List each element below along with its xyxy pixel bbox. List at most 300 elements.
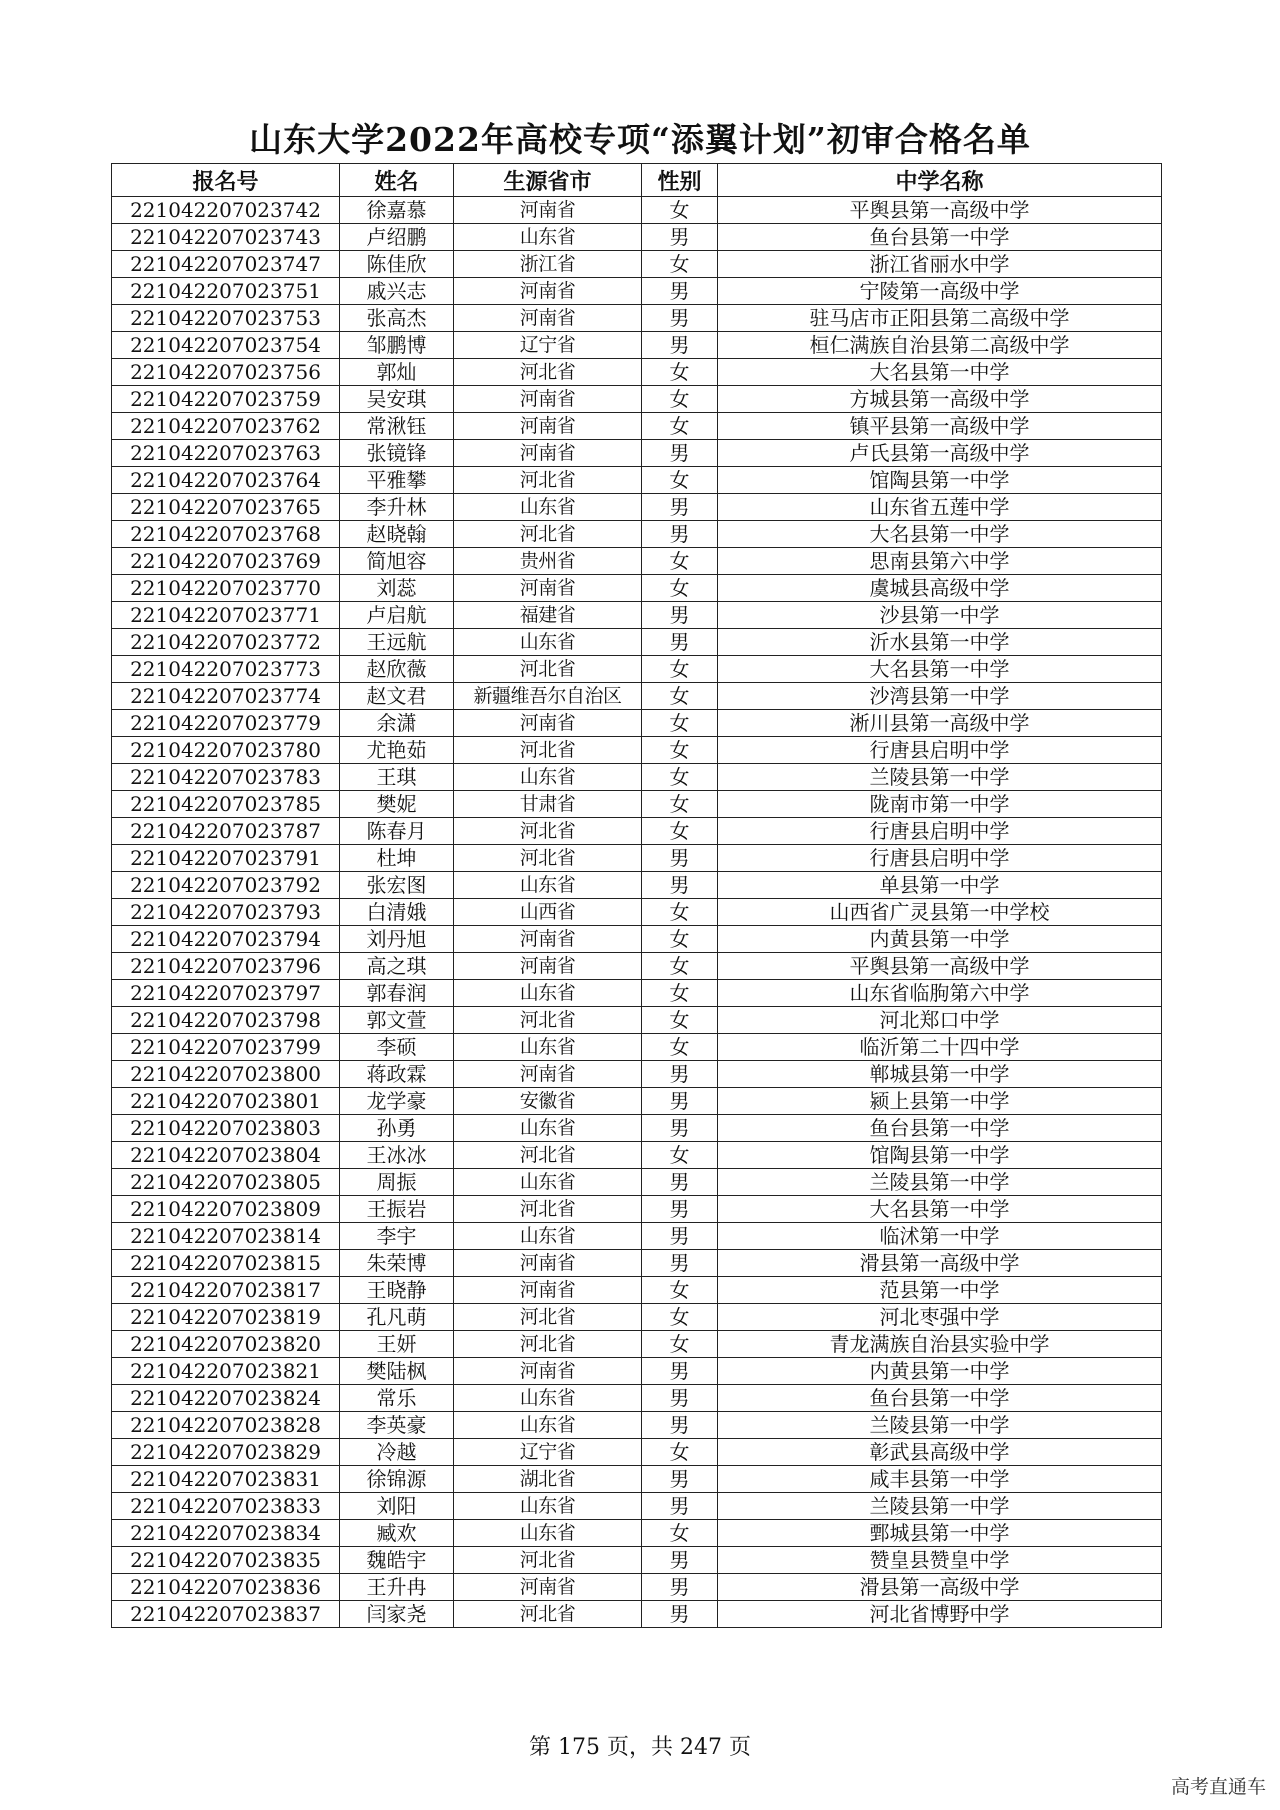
cell-province: 山东省 [454,1493,642,1520]
cell-registration-number: 221042207023796 [112,953,340,980]
cell-name: 樊妮 [340,791,454,818]
cell-school: 行唐县启明中学 [718,845,1162,872]
cell-school: 大名县第一中学 [718,656,1162,683]
cell-school: 山西省广灵县第一中学校 [718,899,1162,926]
cell-province: 河南省 [454,575,642,602]
cell-province: 湖北省 [454,1466,642,1493]
cell-gender: 女 [642,656,718,683]
table-row [112,1061,1162,1088]
cell-province: 河南省 [454,1277,642,1304]
cell-school: 大名县第一中学 [718,521,1162,548]
table-row [112,413,1162,440]
cell-province: 山东省 [454,1169,642,1196]
table-row [112,1304,1162,1331]
cell-province: 河南省 [454,305,642,332]
cell-school: 桓仁满族自治县第二高级中学 [718,332,1162,359]
cell-registration-number: 221042207023817 [112,1277,340,1304]
cell-registration-number: 221042207023759 [112,386,340,413]
table-row [112,521,1162,548]
cell-school: 范县第一中学 [718,1277,1162,1304]
cell-province: 河南省 [454,710,642,737]
cell-province: 河南省 [454,953,642,980]
table-row [112,1223,1162,1250]
cell-school: 内黄县第一中学 [718,1358,1162,1385]
table-row [112,1466,1162,1493]
cell-name: 邹鹏博 [340,332,454,359]
cell-province: 福建省 [454,602,642,629]
cell-name: 刘蕊 [340,575,454,602]
cell-province: 河北省 [454,521,642,548]
table-row [112,1196,1162,1223]
cell-name: 简旭容 [340,548,454,575]
cell-registration-number: 221042207023835 [112,1547,340,1574]
cell-province: 河南省 [454,1358,642,1385]
cell-gender: 男 [642,1115,718,1142]
cell-registration-number: 221042207023754 [112,332,340,359]
cell-name: 王远航 [340,629,454,656]
cell-registration-number: 221042207023779 [112,710,340,737]
cell-province: 河北省 [454,1304,642,1331]
cell-province: 山东省 [454,494,642,521]
cell-name: 张宏图 [340,872,454,899]
cell-school: 河北枣强中学 [718,1304,1162,1331]
cell-gender: 女 [642,926,718,953]
cell-name: 杜坤 [340,845,454,872]
table-row [112,656,1162,683]
cell-school: 陇南市第一中学 [718,791,1162,818]
cell-gender: 男 [642,629,718,656]
cell-school: 平舆县第一高级中学 [718,953,1162,980]
cell-school: 鱼台县第一中学 [718,224,1162,251]
table-row [112,737,1162,764]
cell-school: 河北郑口中学 [718,1007,1162,1034]
cell-gender: 女 [642,1520,718,1547]
table-row [112,926,1162,953]
table-row [112,305,1162,332]
cell-name: 徐嘉慕 [340,197,454,224]
cell-name: 李宇 [340,1223,454,1250]
cell-school: 大名县第一中学 [718,1196,1162,1223]
cell-registration-number: 221042207023762 [112,413,340,440]
cell-name: 戚兴志 [340,278,454,305]
cell-province: 山东省 [454,1520,642,1547]
cell-gender: 男 [642,1574,718,1601]
cell-registration-number: 221042207023804 [112,1142,340,1169]
cell-province: 辽宁省 [454,1439,642,1466]
cell-name: 郭灿 [340,359,454,386]
table-row [112,359,1162,386]
cell-gender: 男 [642,1547,718,1574]
cell-name: 王冰冰 [340,1142,454,1169]
cell-gender: 男 [642,224,718,251]
cell-gender: 女 [642,197,718,224]
cell-name: 平雅攀 [340,467,454,494]
table-row [112,1034,1162,1061]
page-footer: 第 175 页，共 247 页 [529,1735,751,1760]
cell-school: 浙江省丽水中学 [718,251,1162,278]
cell-province: 辽宁省 [454,332,642,359]
cell-province: 河北省 [454,1007,642,1034]
cell-school: 沙湾县第一中学 [718,683,1162,710]
cell-name: 冷越 [340,1439,454,1466]
cell-school: 咸丰县第一中学 [718,1466,1162,1493]
cell-name: 臧欢 [340,1520,454,1547]
cell-name: 樊陆枫 [340,1358,454,1385]
cell-gender: 男 [642,332,718,359]
cell-gender: 男 [642,278,718,305]
table-row [112,224,1162,251]
cell-province: 山东省 [454,1115,642,1142]
cell-school: 淅川县第一高级中学 [718,710,1162,737]
cell-school: 赞皇县赞皇中学 [718,1547,1162,1574]
cell-name: 郭春润 [340,980,454,1007]
cell-gender: 男 [642,1061,718,1088]
cell-province: 河南省 [454,440,642,467]
cell-name: 王琪 [340,764,454,791]
cell-gender: 女 [642,764,718,791]
cell-province: 河北省 [454,656,642,683]
table-row [112,1277,1162,1304]
cell-registration-number: 221042207023829 [112,1439,340,1466]
cell-registration-number: 221042207023828 [112,1412,340,1439]
cell-province: 河南省 [454,926,642,953]
table-row [112,1115,1162,1142]
cell-name: 卢启航 [340,602,454,629]
cell-province: 山东省 [454,1223,642,1250]
cell-gender: 男 [642,1196,718,1223]
cell-gender: 男 [642,1358,718,1385]
cell-gender: 男 [642,521,718,548]
cell-registration-number: 221042207023785 [112,791,340,818]
cell-name: 徐锦源 [340,1466,454,1493]
cell-name: 刘阳 [340,1493,454,1520]
cell-province: 山东省 [454,1385,642,1412]
cell-name: 吴安琪 [340,386,454,413]
cell-school: 行唐县启明中学 [718,737,1162,764]
watermark: 高考直通车 [1170,1776,1266,1798]
cell-province: 新疆维吾尔自治区 [454,683,642,710]
cell-province: 河南省 [454,413,642,440]
cell-registration-number: 221042207023768 [112,521,340,548]
cell-gender: 女 [642,980,718,1007]
cell-gender: 女 [642,1142,718,1169]
table-row [112,1439,1162,1466]
cell-gender: 男 [642,1412,718,1439]
cell-province: 河南省 [454,1574,642,1601]
cell-registration-number: 221042207023800 [112,1061,340,1088]
cell-province: 浙江省 [454,251,642,278]
cell-province: 河北省 [454,818,642,845]
cell-school: 行唐县启明中学 [718,818,1162,845]
table-row [112,548,1162,575]
cell-name: 周振 [340,1169,454,1196]
cell-province: 山东省 [454,980,642,1007]
cell-registration-number: 221042207023837 [112,1601,340,1628]
cell-gender: 男 [642,494,718,521]
cell-gender: 男 [642,1250,718,1277]
table-row [112,683,1162,710]
cell-name: 闫家尧 [340,1601,454,1628]
cell-province: 河北省 [454,737,642,764]
table-row [112,1088,1162,1115]
table-row [112,791,1162,818]
cell-registration-number: 221042207023765 [112,494,340,521]
cell-registration-number: 221042207023791 [112,845,340,872]
cell-province: 山东省 [454,764,642,791]
cell-registration-number: 221042207023743 [112,224,340,251]
cell-registration-number: 221042207023819 [112,1304,340,1331]
cell-name: 王晓静 [340,1277,454,1304]
table-row [112,575,1162,602]
cell-province: 甘肃省 [454,791,642,818]
cell-province: 山东省 [454,872,642,899]
cell-gender: 女 [642,899,718,926]
cell-school: 鱼台县第一中学 [718,1385,1162,1412]
header-gender: 性别 [642,164,718,197]
cell-province: 河北省 [454,1601,642,1628]
cell-registration-number: 221042207023770 [112,575,340,602]
cell-name: 陈春月 [340,818,454,845]
cell-school: 馆陶县第一中学 [718,467,1162,494]
header-row [112,164,1162,197]
cell-gender: 女 [642,1304,718,1331]
table-row [112,845,1162,872]
cell-registration-number: 221042207023792 [112,872,340,899]
table-row [112,629,1162,656]
cell-name: 蒋政霖 [340,1061,454,1088]
cell-registration-number: 221042207023798 [112,1007,340,1034]
table-row [112,1007,1162,1034]
cell-name: 卢绍鹏 [340,224,454,251]
cell-school: 郸城县第一中学 [718,1061,1162,1088]
cell-province: 安徽省 [454,1088,642,1115]
cell-name: 尤艳茹 [340,737,454,764]
cell-gender: 女 [642,386,718,413]
cell-gender: 女 [642,251,718,278]
cell-school: 宁陵第一高级中学 [718,278,1162,305]
cell-registration-number: 221042207023836 [112,1574,340,1601]
cell-province: 贵州省 [454,548,642,575]
cell-province: 河南省 [454,197,642,224]
cell-registration-number: 221042207023783 [112,764,340,791]
cell-name: 朱荣博 [340,1250,454,1277]
cell-province: 河北省 [454,467,642,494]
cell-gender: 女 [642,413,718,440]
cell-province: 河南省 [454,1061,642,1088]
cell-name: 白清娥 [340,899,454,926]
header-name: 姓名 [340,164,454,197]
table-row [112,1250,1162,1277]
cell-school: 内黄县第一中学 [718,926,1162,953]
cell-registration-number: 221042207023794 [112,926,340,953]
cell-registration-number: 221042207023815 [112,1250,340,1277]
cell-name: 孙勇 [340,1115,454,1142]
table-row [112,899,1162,926]
cell-province: 山东省 [454,1412,642,1439]
cell-registration-number: 221042207023799 [112,1034,340,1061]
cell-gender: 女 [642,575,718,602]
cell-name: 赵晓翰 [340,521,454,548]
cell-registration-number: 221042207023769 [112,548,340,575]
cell-registration-number: 221042207023805 [112,1169,340,1196]
table-row [112,494,1162,521]
cell-name: 常湫钰 [340,413,454,440]
cell-registration-number: 221042207023773 [112,656,340,683]
cell-registration-number: 221042207023797 [112,980,340,1007]
table-row [112,1520,1162,1547]
cell-registration-number: 221042207023821 [112,1358,340,1385]
cell-name: 李硕 [340,1034,454,1061]
cell-school: 鱼台县第一中学 [718,1115,1162,1142]
table-row [112,1331,1162,1358]
cell-name: 王妍 [340,1331,454,1358]
cell-name: 陈佳欣 [340,251,454,278]
cell-gender: 女 [642,359,718,386]
cell-gender: 女 [642,683,718,710]
cell-registration-number: 221042207023756 [112,359,340,386]
cell-province: 河北省 [454,1142,642,1169]
table-row [112,872,1162,899]
table-row [112,251,1162,278]
cell-school: 颍上县第一中学 [718,1088,1162,1115]
table-row [112,1493,1162,1520]
cell-gender: 女 [642,791,718,818]
table-row [112,1574,1162,1601]
cell-school: 临沭第一中学 [718,1223,1162,1250]
table-row [112,278,1162,305]
cell-province: 河北省 [454,1547,642,1574]
cell-school: 兰陵县第一中学 [718,1493,1162,1520]
cell-registration-number: 221042207023771 [112,602,340,629]
cell-school: 沂水县第一中学 [718,629,1162,656]
cell-registration-number: 221042207023809 [112,1196,340,1223]
cell-registration-number: 221042207023814 [112,1223,340,1250]
table-row [112,1142,1162,1169]
table-row [112,602,1162,629]
cell-registration-number: 221042207023801 [112,1088,340,1115]
table-row [112,1601,1162,1628]
cell-gender: 男 [642,845,718,872]
cell-name: 余潇 [340,710,454,737]
cell-school: 单县第一中学 [718,872,1162,899]
cell-registration-number: 221042207023820 [112,1331,340,1358]
table-row [112,1547,1162,1574]
cell-province: 山东省 [454,629,642,656]
cell-gender: 男 [642,602,718,629]
cell-school: 临沂第二十四中学 [718,1034,1162,1061]
cell-school: 思南县第六中学 [718,548,1162,575]
cell-gender: 女 [642,467,718,494]
header-province: 生源省市 [454,164,642,197]
cell-school: 山东省五莲中学 [718,494,1162,521]
cell-school: 河北省博野中学 [718,1601,1162,1628]
cell-province: 山西省 [454,899,642,926]
header-registration-number: 报名号 [112,164,340,197]
table-row [112,1169,1162,1196]
cell-school: 方城县第一高级中学 [718,386,1162,413]
cell-gender: 女 [642,710,718,737]
cell-name: 高之琪 [340,953,454,980]
cell-registration-number: 221042207023742 [112,197,340,224]
cell-province: 河北省 [454,845,642,872]
cell-name: 王振岩 [340,1196,454,1223]
cell-gender: 男 [642,440,718,467]
cell-registration-number: 221042207023834 [112,1520,340,1547]
table-row [112,197,1162,224]
cell-school: 镇平县第一高级中学 [718,413,1162,440]
cell-gender: 男 [642,1601,718,1628]
cell-registration-number: 221042207023793 [112,899,340,926]
table-row [112,386,1162,413]
table-row [112,818,1162,845]
cell-province: 河南省 [454,386,642,413]
cell-name: 王升冉 [340,1574,454,1601]
cell-gender: 男 [642,872,718,899]
header-school: 中学名称 [718,164,1162,197]
cell-gender: 女 [642,548,718,575]
table-row [112,467,1162,494]
cell-registration-number: 221042207023833 [112,1493,340,1520]
cell-province: 河北省 [454,359,642,386]
cell-school: 虞城县高级中学 [718,575,1162,602]
cell-gender: 女 [642,953,718,980]
cell-gender: 女 [642,737,718,764]
cell-gender: 女 [642,1007,718,1034]
cell-school: 兰陵县第一中学 [718,1412,1162,1439]
cell-province: 河北省 [454,1331,642,1358]
cell-school: 大名县第一中学 [718,359,1162,386]
roster-body [112,197,1162,1628]
cell-gender: 女 [642,1277,718,1304]
cell-name: 魏皓宇 [340,1547,454,1574]
table-row [112,1358,1162,1385]
cell-school: 兰陵县第一中学 [718,764,1162,791]
cell-province: 山东省 [454,1034,642,1061]
table-row [112,1412,1162,1439]
table-row [112,332,1162,359]
cell-school: 平舆县第一高级中学 [718,197,1162,224]
cell-registration-number: 221042207023764 [112,467,340,494]
cell-gender: 男 [642,1088,718,1115]
cell-registration-number: 221042207023831 [112,1466,340,1493]
table-row [112,440,1162,467]
cell-name: 刘丹旭 [340,926,454,953]
cell-registration-number: 221042207023747 [112,251,340,278]
cell-name: 李升林 [340,494,454,521]
cell-gender: 男 [642,1493,718,1520]
table-row [112,953,1162,980]
cell-gender: 男 [642,1385,718,1412]
cell-registration-number: 221042207023780 [112,737,340,764]
cell-registration-number: 221042207023763 [112,440,340,467]
cell-school: 驻马店市正阳县第二高级中学 [718,305,1162,332]
cell-school: 兰陵县第一中学 [718,1169,1162,1196]
roster-table [111,163,1162,1628]
cell-school: 鄄城县第一中学 [718,1520,1162,1547]
cell-name: 李英豪 [340,1412,454,1439]
cell-gender: 女 [642,1439,718,1466]
cell-name: 常乐 [340,1385,454,1412]
cell-school: 馆陶县第一中学 [718,1142,1162,1169]
cell-gender: 女 [642,1034,718,1061]
cell-province: 河南省 [454,278,642,305]
cell-province: 山东省 [454,224,642,251]
cell-school: 沙县第一中学 [718,602,1162,629]
cell-gender: 男 [642,1223,718,1250]
cell-gender: 男 [642,1169,718,1196]
cell-gender: 女 [642,818,718,845]
cell-registration-number: 221042207023772 [112,629,340,656]
